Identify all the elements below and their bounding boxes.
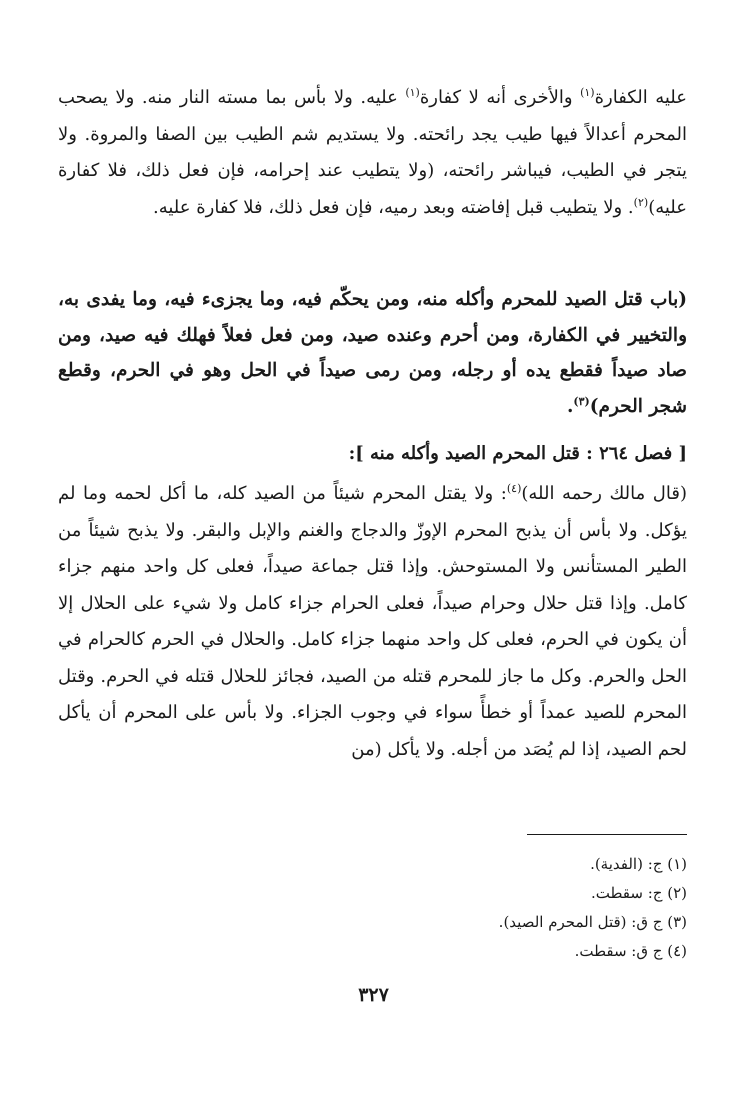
paragraph-1-part-d: . ولا يتطيب قبل إفاضته وبعد رميه، فإن فعل ذلك، فلا كفارة عليه. <box>152 196 634 218</box>
footnote-ref-2: (٢) <box>633 195 649 209</box>
paragraph-1-part-a: عليه الكفارة <box>594 87 687 108</box>
chapter-heading <box>58 282 687 424</box>
footnote-separator <box>527 834 687 835</box>
footnote-ref-4: (٤) <box>506 482 522 495</box>
paragraph-2-part-b: : ولا يقتل المحرم شيئاً من الصيد كله، ما أكل لحمه وما لم يؤكل. ولا بأس أن يذبح المحرم الإوزّ والدجاج والغنم والإبل والبقر. ولا يذبح شيئاً من الطير المستأنس ولا المستوحش. وإذا قتل جماعة صيداً، فعلى كل واحد منهم جزاء كامل. وإذا قتل حلال وحرام صيداً، فعلى الحرام جزاء كامل ولا شيء على الحلال إلا أن يكون في الحرم، فعلى كل واحد منهما جزاء كامل. والحلال في الحرم كالحرام في الحل والحرم. وكل ما جاز للمحرم قتله من الصيد، فجائز للحلال قتله في الحرم. وقتل المحرم للصيد عمداً أو خطأً سواء في وجوب الجزاء. ولا بأس على المحرم أن يأكل لحم الصيد، إذا لم يُصَد من أجله. ولا يأكل (من <box>58 483 687 760</box>
paragraph-2-part-a: (قال مالك رحمه الله) <box>521 483 687 504</box>
footnote-1: (١) ج: (الفدية). <box>590 855 687 873</box>
paragraph-1 <box>58 80 687 262</box>
chapter-heading-text: (باب قتل الصيد للمحرم وأكله منه، ومن يحكّم فيه، وما يجزىء فيه، وما يفدى به، والتخيير في الكفارة، ومن أحرم وعنده صيد، ومن فعل فعلاً فهلك فيه صيد، ومن صاد صيداً فقطع يده أو رجله، ومن رمى صيداً في الحل وهو في الحرم، وقطع شجر الحرم) <box>58 289 687 417</box>
footnote-4: (٤) ج ق: سقطت. <box>574 942 687 960</box>
paragraph-1-part-c: عليه. ولا بأس بما مسته النار منه. ولا يصحب المحرم أعدالاً فيها طيب يجد رائحته. ولا يستديم شم الطيب بين الصفا والمروة. ولا يتجر في الطيب، فيباشر رائحته، (ولا يتطيب عند إحرامه، فإن فعل ذلك، فلا كفارة عليه) <box>58 87 687 218</box>
footnote-3: (٣) ج ق: (قتل المحرم الصيد). <box>498 913 687 931</box>
footnotes-list <box>87 850 687 966</box>
paragraph-2 <box>58 476 687 768</box>
footnote-ref-3: (٣) <box>573 394 590 408</box>
footnote-ref-1b: (١) <box>405 86 420 99</box>
footnote-ref-1a: (١) <box>580 86 595 99</box>
page-number: ٣٢٧ <box>358 984 389 1006</box>
footnote-2: (٢) ج: سقطت. <box>590 884 687 902</box>
paragraph-1-part-b: والأخرى أنه لا كفارة <box>419 87 581 108</box>
section-title: [ فصل ٢٦٤ : قتل المحرم الصيد وأكله منه ]: <box>348 443 687 464</box>
chapter-heading-end: . <box>566 395 574 417</box>
